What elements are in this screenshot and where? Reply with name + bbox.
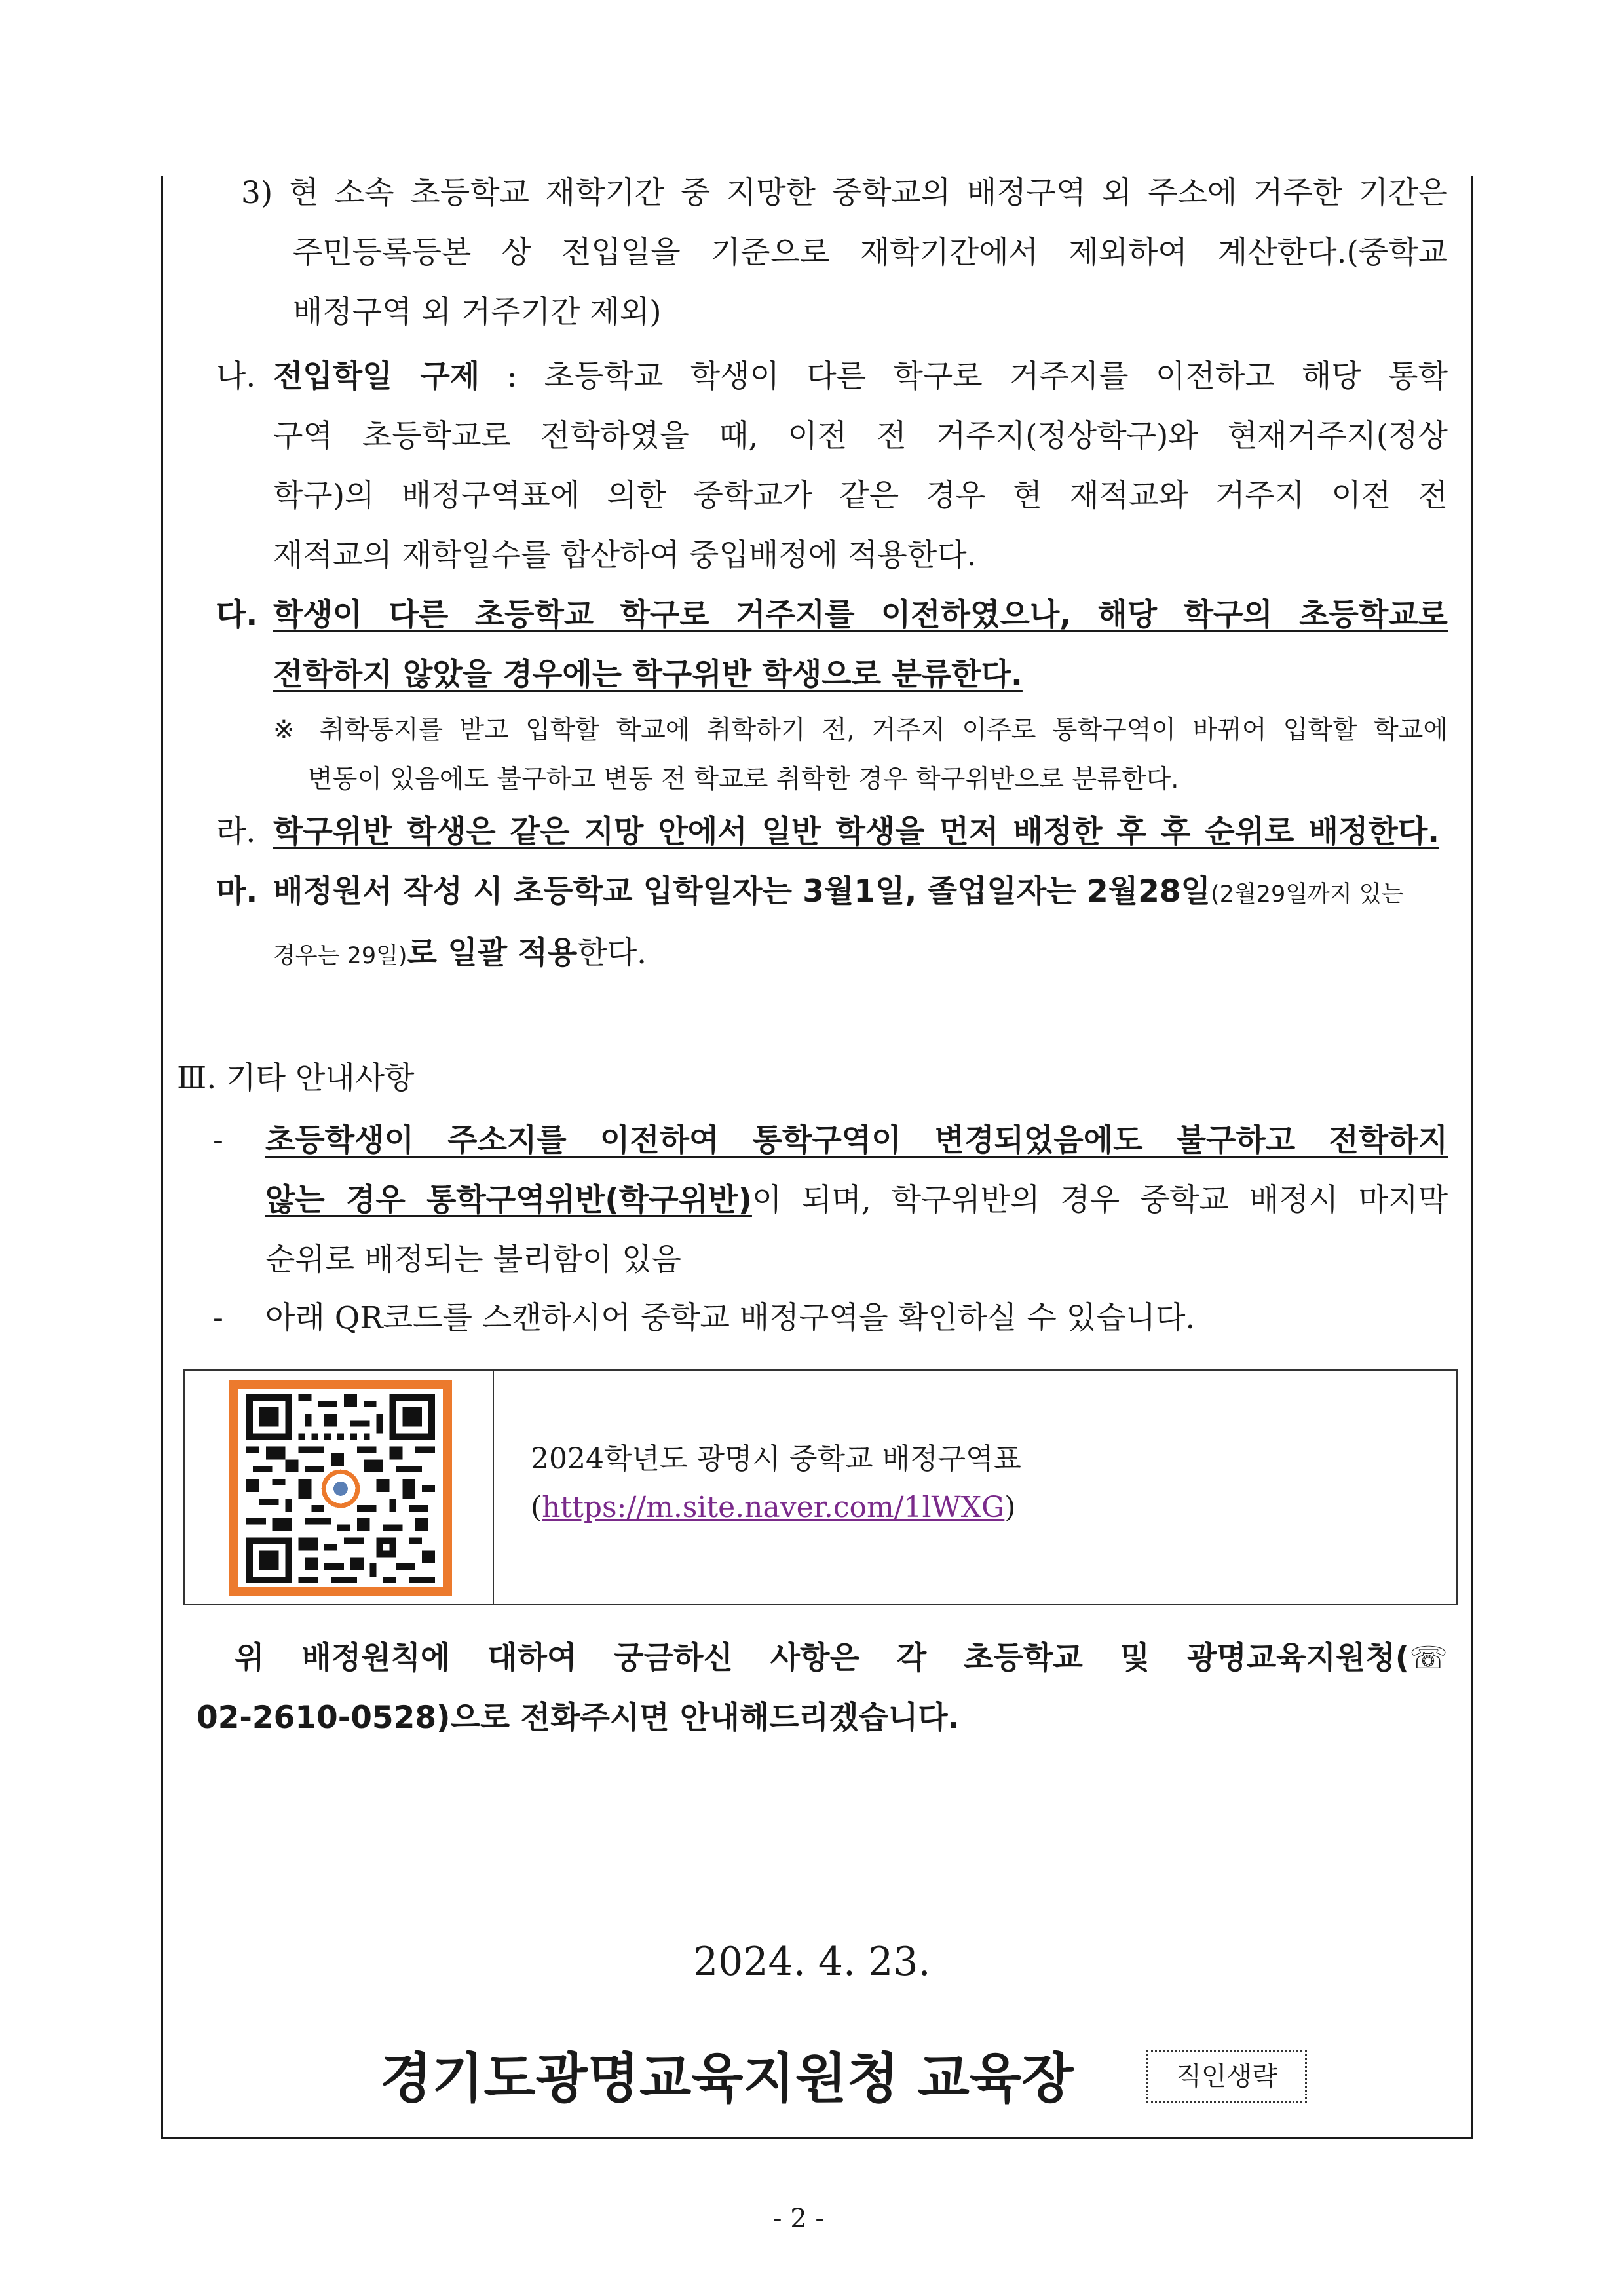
section3-bullet2-line1: 아래 QR코드를 스캔하시어 중학교 배정구역을 확인하실 수 있습니다.	[265, 1300, 1196, 1336]
contact-line2: 02-2610-0528)으로 전화주시면 안내해드리겠습니다.	[197, 1700, 960, 1736]
contact-line1: 위 배정원칙에 대하여 궁금하신 사항은 각 초등학교 및 광명교육지원청(☏	[235, 1640, 1448, 1676]
section3-bullet1-line1: 초등학생이 주소지를 이전하여 통학구역이 변경되었음에도 불구하고 전학하지	[265, 1122, 1448, 1158]
item-na-line4: 재적교의 재학일수를 합산하여 중입배정에 적용한다.	[273, 537, 977, 573]
item-ma-line1-small: (2월29일까지 있는	[1210, 881, 1404, 908]
item-da-marker: 다.	[216, 597, 258, 633]
item-na-line3: 학구)의 배정구역표에 의한 중학교가 같은 경우 현 재적교와 거주지 이전 전	[273, 478, 1448, 514]
qr-text-area	[531, 1440, 1021, 1527]
item-da-line2: 전학하지 않았을 경우에는 학구위반 학생으로 분류한다.	[273, 657, 1023, 693]
item-na-line1-rest: : 초등학교 학생이 다른 학구로 거주지를 이전하고 해당 통학	[480, 358, 1448, 394]
qr-url-open-paren: (	[531, 1491, 542, 1524]
qr-code-icon	[246, 1394, 435, 1583]
seal-omitted-stamp: 직인생략	[1146, 2050, 1307, 2103]
item-na-marker: 나.	[216, 358, 256, 394]
item-ma-line1-main: 배정원서 작성 시 초등학교 입학일자는 3월1일, 졸업일자는 2월28일	[273, 873, 1211, 909]
item-ma-line2-bold: 로 일괄 적용	[407, 935, 578, 971]
item-ma-line2-small: 경우는 29일)	[273, 943, 407, 969]
item3-line1: 3) 현 소속 초등학교 재학기간 중 지망한 중학교의 배정구역 외 주소에 거주한 기간은	[241, 175, 1448, 211]
item-da-note2: 변동이 있음에도 불구하고 변동 전 학교로 취학한 경우 학구위반으로 분류한다.	[308, 765, 1179, 794]
issuer-signature: 경기도광명교육지원청 교육장	[380, 2048, 1074, 2110]
qr-url-line	[531, 1488, 1021, 1527]
section3-heading: Ⅲ. 기타 안내사항	[177, 1060, 415, 1096]
qr-url-close-paren: )	[1004, 1491, 1016, 1524]
item3-line2: 주민등록등본 상 전입일을 기준으로 재학기간에서 제외하여 계산한다.(중학교	[293, 235, 1448, 271]
page-number: - 2 -	[773, 2204, 824, 2234]
item-da-line1: 학생이 다른 초등학교 학구로 거주지를 이전하였으나, 해당 학구의 초등학교로	[273, 597, 1448, 633]
qr-url-link[interactable]: https://m.site.naver.com/1lWXG	[542, 1491, 1005, 1524]
item-ra-line1: 학구위반 학생은 같은 지망 안에서 일반 학생을 먼저 배정한 후 후 순위로 배정한다.	[273, 814, 1439, 850]
item-na-line2: 구역 초등학교로 전학하였을 때, 이전 전 거주지(정상학구)와 현재거주지(정상	[273, 418, 1448, 454]
section3-bullet1-marker: -	[213, 1122, 223, 1158]
section3-bullet2-marker: -	[213, 1300, 223, 1336]
section3-bullet1-line2	[265, 1181, 1448, 1220]
section3-bullet1-line2-rest: 이 되며, 학구위반의 경우 중학교 배정시 마지막	[751, 1182, 1448, 1218]
item-na-line1	[273, 357, 1448, 396]
item-ma-line1	[273, 872, 1403, 914]
item-ra-marker: 라.	[216, 814, 256, 850]
qr-title: 2024학년도 광명시 중학교 배정구역표	[531, 1442, 1021, 1476]
section3-bullet1-underlined: 않는 경우 통학구역위반(학구위반)	[265, 1182, 752, 1218]
item-ma-line2	[273, 934, 647, 976]
item3-line3: 배정구역 외 거주기간 제외)	[293, 294, 662, 330]
section3-bullet1-line3: 순위로 배정되는 불리함이 있음	[265, 1242, 682, 1278]
qr-table	[183, 1369, 1458, 1605]
document-date: 2024. 4. 23.	[693, 1939, 931, 1985]
item-ma-line2-end: 한다.	[577, 935, 647, 971]
item-na-heading: 전입학일 구제	[273, 358, 480, 394]
item-da-note1: ※ 취학통지를 받고 입학할 학교에 취학하기 전, 거주지 이주로 통학구역이 바뀌어 입학할 학교에	[273, 716, 1448, 745]
qr-code-frame[interactable]	[229, 1380, 452, 1596]
item-ma-marker: 마.	[216, 873, 258, 909]
qr-cell	[185, 1371, 494, 1604]
